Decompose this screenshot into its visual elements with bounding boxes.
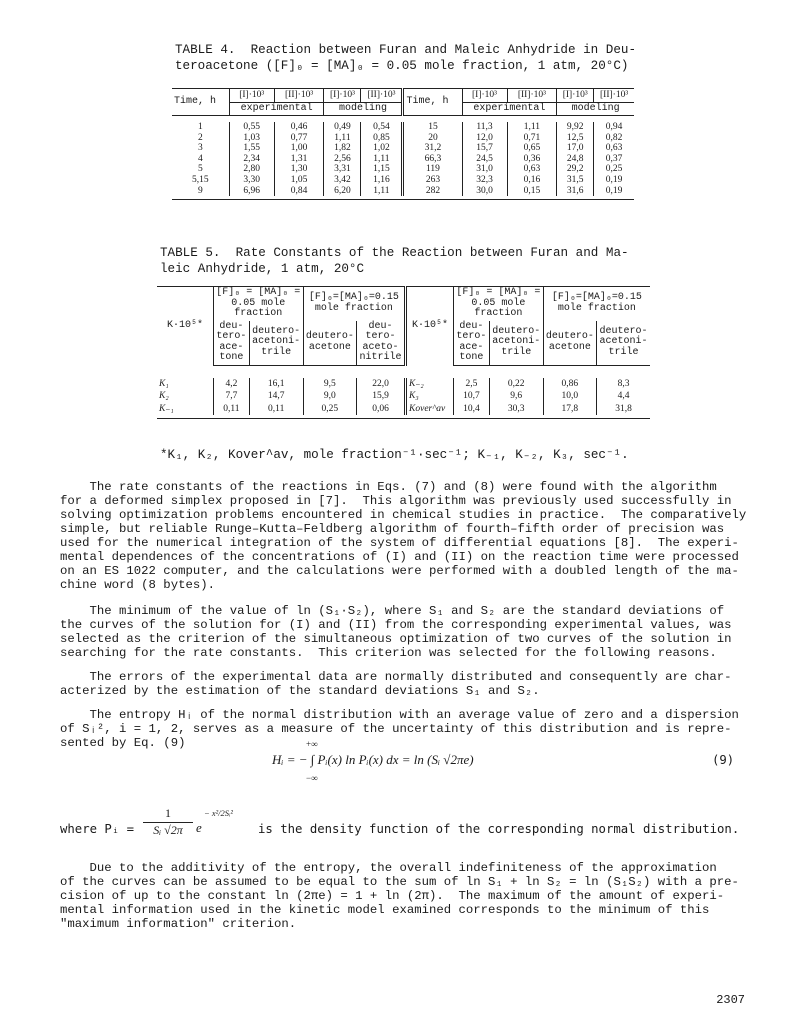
- eq9-upper-limit: +∞: [306, 739, 318, 749]
- where-exp-base: e: [196, 820, 202, 835]
- t4-cell-right-time: 282: [403, 186, 462, 197]
- where-tail: is the density function of the corresponding normal distribution.: [258, 822, 740, 836]
- t4-col-II-mod-2: [II]·10³: [594, 89, 634, 103]
- t4-col-I: [I]·10³: [229, 89, 274, 103]
- t4-cell-left-exp-I: 2,34: [229, 154, 274, 165]
- table-row: [172, 133, 634, 144]
- equation-9-number: (9): [712, 753, 735, 767]
- page-number: 2307: [716, 993, 745, 1007]
- t4-cell-right-exp-I: 30,0: [462, 186, 507, 197]
- table5-caption-line1: TABLE 5. Rate Constants of the Reaction between Furan and Ma-: [160, 246, 629, 260]
- table-row: [172, 186, 634, 197]
- t4-cell-left-time: 9: [197, 185, 203, 196]
- t5-cell-right-b2: 8,3: [597, 378, 650, 391]
- t4-col-time: Time, h: [172, 89, 229, 116]
- table5-caption-line2: leic Anhydride, 1 atm, 20°C: [160, 262, 365, 276]
- t5-cell-left-b2: 0,06: [357, 403, 406, 416]
- t5-cell-right-b2: 31,8: [597, 403, 650, 416]
- t4-cell-left-mod-II: 0,54: [361, 122, 403, 133]
- table-row: [172, 164, 634, 175]
- t4-cell-right-mod-I: 31,5: [557, 175, 594, 186]
- t4-cell-right-exp-I: 15,7: [462, 143, 507, 154]
- t4-cell-left-exp-II: 1,30: [274, 164, 324, 175]
- t5-cell-right-a2: 0,22: [489, 378, 543, 391]
- t4-cell-right-exp-I: 32,3: [462, 175, 507, 186]
- t4-cell-right-mod-I: 12,5: [557, 133, 594, 144]
- t5-solv-acetone: deu-tero-ace-tone: [214, 321, 250, 366]
- where-frac-den: Sᵢ √2π: [153, 823, 183, 837]
- t5-cell-right-a2: 30,3: [489, 403, 543, 416]
- t4-cell-left-mod-I: 1,11: [324, 133, 361, 144]
- t4-cell-right-exp-II: 0,36: [507, 154, 557, 165]
- t5-cell-left-a2: 0,11: [249, 403, 303, 416]
- t4-cell-left-exp-I: 6,96: [229, 186, 274, 197]
- table4-caption-line1: TABLE 4. Reaction between Furan and Maleic Anhydride in Deu-: [175, 43, 637, 57]
- t4-cell-left-mod-I: 6,20: [324, 186, 361, 197]
- t5-cell-right-b1: 10,0: [543, 390, 596, 403]
- paragraph-2: The minimum of the value of ln (S₁·S₂), where S₁ and S₂ are the standard deviations of the curves of the solution for (I) and (II) from the corresponding experimental values, was selected as the criterion of the simultaneous optimization of two curves of the solution in searching for the rate constants. This criterion was selected for the following reasons.: [60, 604, 732, 660]
- equation-9: Hᵢ = − ∫ Pᵢ(x) ln Pᵢ(x) dx = ln (Sᵢ √2πe): [272, 752, 474, 767]
- table-row: [157, 390, 650, 403]
- table-row: [172, 175, 634, 186]
- t4-cell-right-mod-I: 9,92: [557, 122, 594, 133]
- t4-cell-right-time: 15: [403, 122, 462, 133]
- paragraph-5: Due to the additivity of the entropy, the overall indefiniteness of the approximation of the curves can be assumed to be equal to the sum of ln S₁ + ln S₂ = ln (S₁S₂) with a pre- cision of up to the constant ln (2πe) = 1 + ln (2π). The maximum of the amount of experi- mental information used in the kinetic model examined corresponds to the minimum of this "maximum information" criterion.: [60, 861, 739, 931]
- t4-cell-right-exp-II: 0,16: [507, 175, 557, 186]
- t4-cell-right-mod-II: 0,19: [594, 186, 634, 197]
- t4-cell-left-exp-I: 3,30: [229, 175, 274, 186]
- table-row: [157, 403, 650, 416]
- t4-cell-left-mod-I: 0,49: [324, 122, 361, 133]
- t4-cell-right-mod-II: 0,94: [594, 122, 634, 133]
- table5-footnote: *K₁, K₂, Kover^av, mole fraction⁻¹·sec⁻¹; K₋₁, K₋₂, K₃, sec⁻¹.: [160, 448, 629, 462]
- t4-col-II: [II]·10³: [274, 89, 324, 103]
- t4-cell-right-time: 31,2: [403, 143, 462, 154]
- table4-caption-line2: teroacetone ([F]₀ = [MA]₀ = 0.05 mole fraction, 1 atm, 20°C): [175, 59, 629, 73]
- t4-cell-right-mod-I: 17,0: [557, 143, 594, 154]
- t4-cell-right-time: 263: [403, 175, 462, 186]
- t4-cell-left-mod-II: 1,16: [361, 175, 403, 186]
- t4-cell-left-exp-II: 0,77: [274, 133, 324, 144]
- t5-cell-left-b2: 15,9: [357, 390, 406, 403]
- t4-col-I-mod: [I]·10³: [324, 89, 361, 103]
- t4-cell-left-time: 5: [197, 164, 203, 175]
- t5-solv-acetone-b-2: deutero-acetone: [543, 321, 596, 366]
- table-row: [172, 154, 634, 165]
- t4-cell-right-exp-II: 0,71: [507, 133, 557, 144]
- t5-cell-right-b2: 4,4: [597, 390, 650, 403]
- t5-cond-b: [F]₀=[MA]₀=0.15 mole fraction: [303, 287, 405, 321]
- paragraph-1: The rate constants of the reactions in Eqs. (7) and (8) were found with the algorithm for a deformed simplex proposed in [7]. This algorithm was previously used successfully in solving optimization problems encountered in chemical studies in practice. The comparatively simple, but reliable Runge–Kutta–Feldberg algorithm of fourth–fifth order of precision was used for the numerical integration of the system of differential equations [8]. The experi- mental dependences of the concentrations of (I) and (II) on the reaction time were processed on an ES 1022 computer, and the calculations were performed with a doubled length of the ma- chine word (8 bytes).: [60, 480, 747, 592]
- t4-cell-left-mod-I: 3,42: [324, 175, 361, 186]
- t4-cell-left-mod-II: 0,85: [361, 133, 403, 144]
- t4-cell-right-exp-II: 0,15: [507, 186, 557, 197]
- t4-cell-right-exp-I: 31,0: [462, 164, 507, 175]
- t4-group-mod: modeling: [324, 102, 403, 116]
- t4-cell-left-exp-I: 0,55: [229, 122, 274, 133]
- t4-cell-right-time: 66,3: [403, 154, 462, 165]
- table4: [172, 88, 634, 200]
- t5-cell-left-a1: 7,7: [214, 390, 250, 403]
- t4-cell-left-mod-II: 1,11: [361, 186, 403, 197]
- t5-cell-left-b1: 9,5: [303, 378, 356, 391]
- table5: [157, 286, 650, 419]
- t5-cell-left-k: K₁: [159, 378, 169, 389]
- t4-col-time-2: Time, h: [403, 89, 462, 116]
- table-row: [172, 143, 634, 154]
- t4-cell-right-mod-I: 24,8: [557, 154, 594, 165]
- t4-cell-left-time: 1: [197, 122, 203, 132]
- paragraph-4: The entropy Hᵢ of the normal distribution with an average value of zero and a dispersion of Sᵢ², i = 1, 2, serves as a measure of the uncertainty of this distribution and is repre- sented by Eq. (9): [60, 708, 739, 750]
- where-fraction: [143, 806, 193, 838]
- t4-cell-left-exp-II: 0,84: [274, 186, 324, 197]
- t5-solv-acetone-b: deutero-acetone: [303, 321, 356, 366]
- t4-group-mod-2: modeling: [557, 102, 634, 116]
- t4-cell-right-exp-I: 12,0: [462, 133, 507, 144]
- t4-cell-left-mod-I: 3,31: [324, 164, 361, 175]
- t4-cell-right-exp-II: 0,63: [507, 164, 557, 175]
- t5-solv-acetonitrile: deutero-acetoni-trile: [249, 321, 303, 366]
- where-frac-num: 1: [143, 806, 193, 823]
- t4-cell-left-exp-II: 1,05: [274, 175, 324, 186]
- t5-cell-right-k: K₋₂: [406, 378, 454, 391]
- t5-solv-acetonitrile-b: deu-tero-aceto-nitrile: [357, 321, 406, 366]
- t4-cell-right-time: 20: [403, 133, 462, 144]
- t4-col-I-2: [I]·10³: [462, 89, 507, 103]
- table-row: [157, 378, 650, 391]
- t5-k-label: K·10⁵*: [157, 287, 214, 366]
- t4-cell-left-mod-II: 1,15: [361, 164, 403, 175]
- t5-cell-right-b1: 0,86: [543, 378, 596, 391]
- t4-cell-right-exp-II: 0,65: [507, 143, 557, 154]
- t5-cond-b-2: [F]₀=[MA]₀=0.15 mole fraction: [543, 287, 650, 321]
- t4-cell-left-mod-II: 1,02: [361, 143, 403, 154]
- t5-cell-left-b1: 0,25: [303, 403, 356, 416]
- t4-cell-right-mod-II: 0,19: [594, 175, 634, 186]
- t5-cond-a-2: [F]₀ = [MA]₀ = 0.05 mole fraction: [454, 287, 544, 321]
- t5-k-label-2: K·10⁵*: [406, 287, 454, 366]
- t5-cell-left-b2: 22,0: [357, 378, 406, 391]
- t4-cell-left-exp-I: 2,80: [229, 164, 274, 175]
- where-lead: where Pᵢ =: [60, 822, 135, 836]
- t4-cell-right-mod-I: 29,2: [557, 164, 594, 175]
- t5-cell-left-a1: 0,11: [214, 403, 250, 416]
- t5-cell-left-k: K₋₁: [159, 403, 174, 414]
- t4-cell-left-mod-I: 2,56: [324, 154, 361, 165]
- t4-cell-right-mod-II: 0,82: [594, 133, 634, 144]
- t4-cell-left-exp-II: 1,31: [274, 154, 324, 165]
- t4-cell-left-mod-II: 1,11: [361, 154, 403, 165]
- t5-cell-right-a1: 10,7: [454, 390, 490, 403]
- t5-cell-left-k: K₂: [159, 391, 169, 401]
- t4-group-exp: experimental: [229, 102, 324, 116]
- t4-cell-right-mod-II: 0,37: [594, 154, 634, 165]
- t4-cell-right-exp-I: 11,3: [462, 122, 507, 133]
- t4-col-II-2: [II]·10³: [507, 89, 557, 103]
- t5-cell-right-k: K₃: [406, 390, 454, 403]
- t5-solv-acetonitrile-b-2: deutero-acetoni-trile: [597, 321, 650, 366]
- t4-cell-left-exp-I: 1,03: [229, 133, 274, 144]
- t5-cell-right-a2: 9,6: [489, 390, 543, 403]
- t5-cell-left-a2: 14,7: [249, 390, 303, 403]
- table-row: [172, 122, 634, 133]
- t4-cell-left-mod-I: 1,82: [324, 143, 361, 154]
- t4-col-I-mod-2: [I]·10³: [557, 89, 594, 103]
- t5-solv-acetone-2: deu-tero-ace-tone: [454, 321, 490, 366]
- t4-cell-right-mod-II: 0,63: [594, 143, 634, 154]
- t5-cell-left-b1: 9,0: [303, 390, 356, 403]
- t5-solv-acetonitrile-2: deutero-acetoni-trile: [489, 321, 543, 366]
- t4-cell-left-time: 3: [197, 143, 203, 154]
- t5-cell-right-a1: 10,4: [454, 403, 490, 416]
- t4-col-II-mod: [II]·10³: [361, 89, 403, 103]
- where-exp-sup: − x²/2Sᵢ²: [204, 808, 233, 818]
- t5-cell-left-a2: 16,1: [249, 378, 303, 391]
- t5-cell-right-k: Kover^av: [406, 403, 454, 416]
- t4-cell-right-time: 119: [403, 164, 462, 175]
- t5-cell-right-b1: 17,8: [543, 403, 596, 416]
- t4-cell-right-exp-II: 1,11: [507, 122, 557, 133]
- paragraph-3: The errors of the experimental data are normally distributed and consequently are char- acterized by the estimation of the standard deviations S₁ and S₂.: [60, 670, 732, 698]
- t4-cell-right-mod-I: 31,6: [557, 186, 594, 197]
- t5-cell-left-a1: 4,2: [214, 378, 250, 391]
- t5-cell-right-a1: 2,5: [454, 378, 490, 391]
- t4-cell-right-mod-II: 0,25: [594, 164, 634, 175]
- t4-group-exp-2: experimental: [462, 102, 557, 116]
- t4-cell-left-time: 4: [197, 153, 203, 164]
- t4-cell-left-exp-I: 1,55: [229, 143, 274, 154]
- t4-cell-left-exp-II: 0,46: [274, 122, 324, 133]
- eq9-lower-limit: −∞: [306, 773, 318, 783]
- t4-cell-left-exp-II: 1,00: [274, 143, 324, 154]
- t4-cell-left-time: 2: [197, 132, 203, 143]
- t4-cell-left-time: 5,15: [192, 174, 209, 185]
- t4-cell-right-exp-I: 24,5: [462, 154, 507, 165]
- t5-cond-a: [F]₀ = [MA]₀ = 0.05 mole fraction: [214, 287, 304, 321]
